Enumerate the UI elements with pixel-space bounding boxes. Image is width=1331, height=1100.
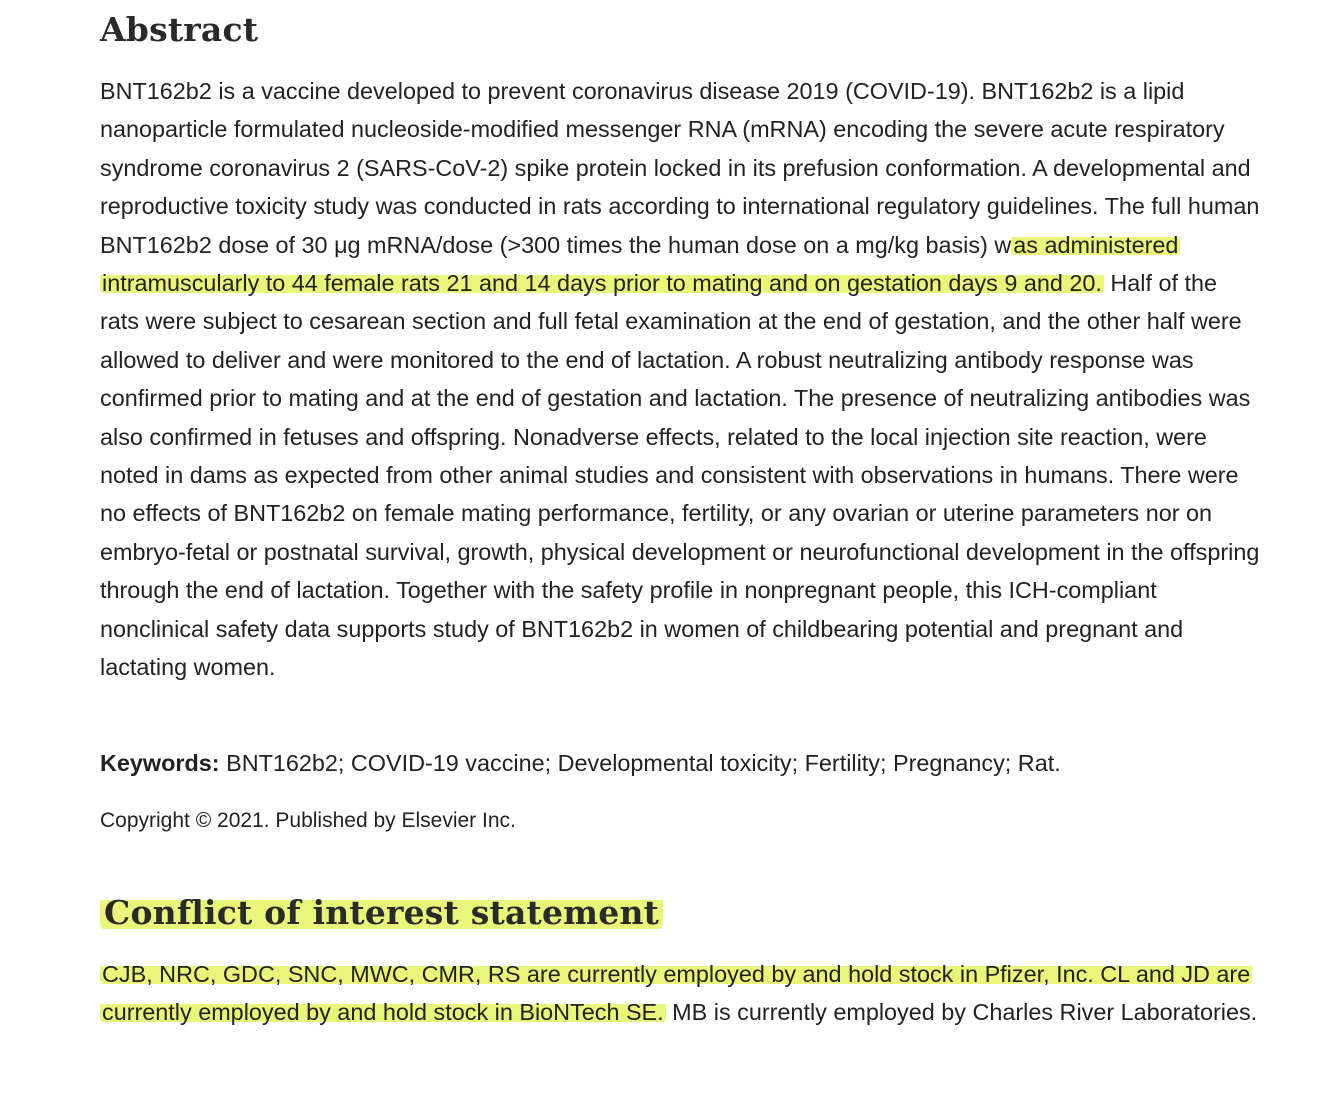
conflict-text-end: MB is currently employed by Charles River Laboratories. bbox=[665, 999, 1258, 1026]
keywords-line bbox=[100, 744, 1061, 782]
conflict-highlighted-text: CJB, NRC, GDC, SNC, MWC, CMR, RS are currently employed by and hold stock in Pfizer, Inc. CL and JD are currently employed by and hold stock in BioNTech SE. bbox=[102, 961, 1251, 1026]
abstract-highlighted-text: as administered intramuscularly to 44 female rats 21 and 14 days prior to mating and on gestation days 9 and 20. bbox=[102, 231, 1179, 297]
conflict-of-interest-paragraph bbox=[100, 955, 1260, 1032]
conflict-of-interest-heading bbox=[100, 893, 663, 932]
abstract-heading: Abstract bbox=[100, 10, 259, 49]
keywords-value: BNT162b2; COVID-19 vaccine; Developmental toxicity; Fertility; Pregnancy; Rat. bbox=[219, 750, 1061, 776]
abstract-text-start: BNT162b2 is a vaccine developed to prevent coronavirus disease 2019 (COVID-19). BNT162b2 is a lipid nanoparticle formulated nucleoside-modified messenger RNA (mRNA) encoding the severe acute respiratory syndrome coronavirus 2 (SARS-CoV-2) spike protein locked in its prefusion conformation. A developmental and reproductive toxicity study was conducted in rats according to international regulatory guidelines. The full human BNT162b2 dose of 30 μg mRNA/dose (>300 times the human dose on a mg/kg basis) w bbox=[100, 78, 1260, 258]
copyright-notice: Copyright © 2021. Published by Elsevier Inc. bbox=[100, 809, 516, 832]
keywords-label: Keywords: bbox=[100, 750, 220, 776]
abstract-text-end: Half of the rats were subject to cesarean section and full fetal examination at the end of gestation, and the other half were allowed to deliver and were monitored to the end of lactation. A robust neutralizing antibody response was confirmed prior to mating and at the end of gestation and lactation. The presence of neutralizing antibodies was also confirmed in fetuses and offspring. Nonadverse effects, related to the local injection site reaction, were noted in dams as expected from other animal studies and consistent with observations in humans. There were no effects of BNT162b2 on female mating performance, fertility, or any ovarian or uterine parameters nor on embryo-fetal or postnatal survival, growth, physical development or neurofunctional development in the offspring through the end of lactation. Together with the safety profile in nonpregnant people, this ICH-compliant nonclinical safety data supports study of BNT162b2 in women of childbearing potential and pregnant and lactating women. bbox=[100, 270, 1260, 681]
conflict-heading-highlight: Conflict of interest statement bbox=[100, 893, 663, 932]
abstract-paragraph bbox=[100, 72, 1260, 687]
